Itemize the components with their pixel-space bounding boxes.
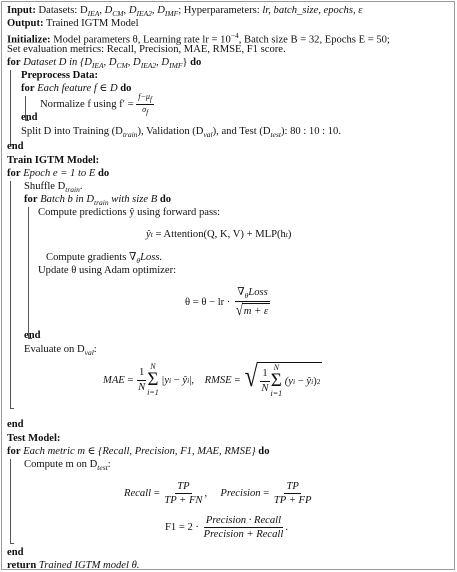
prediction-equation: ŷ t = Attention(Q, K, V) + MLP(h t ): [146, 229, 292, 240]
update-line: Update θ using Adam optimizer:: [38, 265, 177, 276]
for-metric-text: Each metric m ∈ {Recall, Precision, F1, MAE, RMSE}: [23, 446, 256, 457]
test-label: Test Model:: [7, 433, 61, 444]
end-kw: end: [24, 330, 41, 341]
input-sub-3: IEA2: [136, 9, 152, 19]
end-kw: end: [7, 141, 24, 152]
predict-line: Compute predictions ŷ using forward pass:: [38, 207, 221, 218]
input-sub-1: IEA: [87, 9, 100, 19]
normalize-line: [40, 93, 154, 117]
block-bar: [10, 459, 11, 543]
end-kw: end: [7, 419, 24, 430]
init-label: Initialize:: [7, 34, 51, 46]
for-dataset-text: Dataset D in {D: [23, 57, 92, 68]
evaluate-line: Evaluate on $D_{val}$:: [24, 344, 97, 358]
mae-rmse-equation: MAE = $\frac{1}{N}$ N Σ i=1 |y i − ŷ i |, RMSE = √ $\frac{1}{N}$ N Σ i=1 (y i − ŷ i ) 2: [103, 360, 321, 399]
train-label: Train IGTM Model:: [7, 155, 100, 166]
block-tick: [10, 408, 14, 409]
update-equation: θ = θ − lr · $\nabla_\theta Loss$ √ m + ε: [185, 287, 269, 319]
init-text-2: , Batch size B = 32, Epochs E = 50;: [238, 34, 390, 46]
kw-for: for: [7, 57, 21, 68]
input-text: Datasets: D: [38, 5, 88, 16]
preprocess-label: Preprocess Data:: [21, 70, 98, 81]
for-feature-text: Each feature f ∈ D: [37, 83, 118, 94]
end-kw: end: [7, 547, 24, 558]
input-sub-2: CM: [112, 9, 124, 19]
block-bar: [28, 207, 29, 338]
for-feature-line: for Each feature f ∈ D do: [21, 83, 132, 94]
input-line: Input: Datasets: $D_{IEA}$, $D_{CM}$, $D_{IEA2}$, $D_{IMF}$; Hyperparameters: lr, batch_size, epochs, ε: [7, 5, 363, 19]
for-epoch-text: Epoch e = 1 to E: [23, 168, 96, 179]
input-sub-4: IMF: [164, 9, 179, 19]
hyper-vars: lr, batch_size, epochs, ε: [262, 5, 363, 16]
block-tick: [10, 543, 14, 544]
hyper-text: ; Hyperparameters:: [178, 5, 260, 16]
for-epoch-line: for Epoch e = 1 to E do: [7, 168, 110, 179]
init-exp: −4: [230, 31, 239, 40]
split-line: Split D into Training $(D_{train})$, Validation $(D_{val})$, and Test $(D_{test})$: 80 : 10 : 10.: [21, 126, 341, 140]
output-label: Output:: [7, 18, 44, 29]
normalize-text: Normalize f using f′ =: [40, 98, 134, 110]
gradients-line: Compute gradients $\nabla_\theta Loss$.: [46, 252, 163, 266]
kw-do: do: [190, 57, 202, 68]
kw-return: return: [7, 560, 37, 571]
compute-m-line: Compute m on $D_{test}$:: [24, 459, 111, 473]
end-kw: end: [21, 112, 38, 123]
eval-metrics-line: Set evaluation metrics: Recall, Precision, MAE, RMSE, F1 score.: [7, 44, 286, 55]
for-metric-line: for Each metric m ∈ {Recall, Precision, F1, MAE, RMSE} do: [7, 446, 270, 457]
return-text: Trained IGTM model θ.: [38, 560, 140, 571]
return-line: [7, 561, 139, 572]
recall-precision-equation: Recall = $\frac{TP}{TP + FN}$ , Precision = $\frac{TP}{TP + FP}$: [124, 481, 312, 507]
input-label: Input:: [7, 5, 36, 16]
for-dataset-line: for Dataset D in {$D_{IEA}$, $D_{CM}$, $D_{IEA2}$, $D_{IMF}$} do: [7, 57, 202, 71]
shuffle-line: Shuffle $D_{train}$.: [24, 181, 83, 195]
output-line: [7, 19, 139, 30]
for-batch-line: for Batch b in $D_{train}$ with size B do: [24, 194, 172, 208]
output-text: Trained IGTM Model: [45, 18, 139, 29]
block-bar: [10, 181, 11, 408]
block-bar: [10, 70, 11, 144]
init-text: Model parameters θ, Learning rate lr = 10: [53, 34, 231, 46]
normalize-fraction: $\frac{f-\mu_f}{\sigma_f}$: [138, 92, 152, 118]
f1-equation: F1 = 2 · $\frac{\text{Precision · Recall}}{\text{Precision + Recall}}$ .: [165, 515, 288, 541]
